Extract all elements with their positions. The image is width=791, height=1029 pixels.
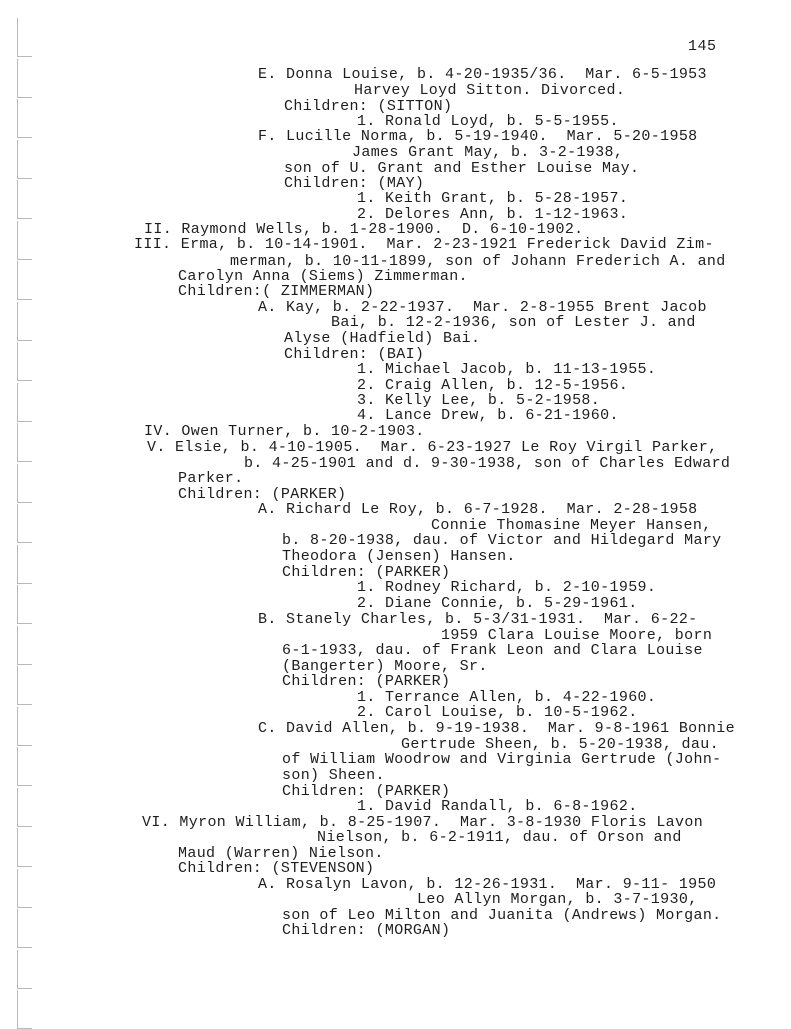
text-line: Children: (MAY): [284, 175, 425, 192]
text-line: 2. Craig Allen, b. 12-5-1956.: [357, 377, 629, 394]
text-line: 4. Lance Drew, b. 6-21-1960.: [357, 407, 619, 424]
text-line: A. Richard Le Roy, b. 6-7-1928. Mar. 2-28-1958: [258, 501, 698, 518]
text-line: Parker.: [178, 470, 244, 487]
text-line: Carolyn Anna (Siems) Zimmerman.: [178, 268, 468, 285]
text-line: Theodora (Jensen) Hansen.: [282, 548, 516, 565]
page-number: 145: [688, 38, 717, 55]
text-line: 2. Diane Connie, b. 5-29-1961.: [357, 595, 638, 612]
text-line: (Bangerter) Moore, Sr.: [282, 658, 488, 675]
text-line: Leo Allyn Morgan, b. 3-7-1930,: [417, 891, 698, 908]
text-line: A. Kay, b. 2-22-1937. Mar. 2-8-1955 Brent Jacob: [258, 299, 707, 316]
text-line: of William Woodrow and Virginia Gertrude (John-: [282, 751, 722, 768]
text-line: Children: (MORGAN): [282, 922, 451, 939]
text-line: merman, b. 10-11-1899, son of Johann Frederich A. and: [230, 253, 726, 270]
text-line: F. Lucille Norma, b. 5-19-1940. Mar. 5-20-1958: [258, 128, 698, 145]
text-line: Nielson, b. 6-2-1911, dau. of Orson and: [317, 829, 682, 846]
text-line: 2. Carol Louise, b. 10-5-1962.: [357, 704, 638, 721]
text-line: IV. Owen Turner, b. 10-2-1903.: [144, 423, 425, 440]
text-line: 1. Rodney Richard, b. 2-10-1959.: [357, 579, 657, 596]
text-line: A. Rosalyn Lavon, b. 12-26-1931. Mar. 9-11- 1950: [258, 876, 717, 893]
text-line: Children: (PARKER): [282, 673, 451, 690]
text-line: Children: (SITTON): [284, 98, 453, 115]
text-line: b. 8-20-1938, dau. of Victor and Hildegard Mary: [282, 532, 722, 549]
text-line: Harvey Loyd Sitton. Divorced.: [354, 82, 626, 99]
text-line: son of Leo Milton and Juanita (Andrews) Morgan.: [282, 907, 722, 924]
text-line: V. Elsie, b. 4-10-1905. Mar. 6-23-1927 Le Roy Virgil Parker,: [147, 439, 718, 456]
text-line: 1. David Randall, b. 6-8-1962.: [357, 798, 638, 815]
text-line: Gertrude Sheen, b. 5-20-1938, dau.: [401, 736, 719, 753]
text-line: B. Stanely Charles, b. 5-3/31-1931. Mar. 6-22-: [258, 611, 698, 628]
text-line: 3. Kelly Lee, b. 5-2-1958.: [357, 392, 601, 409]
text-line: Connie Thomasine Meyer Hansen,: [431, 517, 712, 534]
text-line: 2. Delores Ann, b. 1-12-1963.: [357, 206, 629, 223]
text-line: C. David Allen, b. 9-19-1938. Mar. 9-8-1961 Bonnie: [258, 720, 735, 737]
text-line: James Grant May, b. 3-2-1938,: [352, 144, 624, 161]
text-line: II. Raymond Wells, b. 1-28-1900. D. 6-10-1902.: [144, 221, 584, 238]
text-line: 1. Michael Jacob, b. 11-13-1955.: [357, 361, 657, 378]
text-line: VI. Myron William, b. 8-25-1907. Mar. 3-8-1930 Floris Lavon: [142, 814, 704, 831]
text-line: 6-1-1933, dau. of Frank Leon and Clara Louise: [282, 642, 703, 659]
text-line: Children: (BAI): [284, 346, 425, 363]
text-line: son) Sheen.: [282, 767, 385, 784]
text-line: Children: (PARKER): [178, 486, 347, 503]
text-line: 1. Terrance Allen, b. 4-22-1960.: [357, 689, 657, 706]
text-line: E. Donna Louise, b. 4-20-1935/36. Mar. 6-5-1953: [258, 66, 707, 83]
text-line: Children: (STEVENSON): [178, 860, 375, 877]
text-line: Bai, b. 12-2-1936, son of Lester J. and: [331, 314, 696, 331]
text-line: Children:( ZIMMERMAN): [178, 283, 375, 300]
text-line: b. 4-25-1901 and d. 9-30-1938, son of Charles Edward: [244, 455, 731, 472]
text-line: Children: (PARKER): [282, 783, 451, 800]
text-line: Children: (PARKER): [282, 564, 451, 581]
text-line: son of U. Grant and Esther Louise May.: [284, 160, 640, 177]
text-line: III. Erma, b. 10-14-1901. Mar. 2-23-1921 Frederick David Zim-: [134, 236, 714, 253]
text-line: 1. Keith Grant, b. 5-28-1957.: [357, 190, 629, 207]
text-line: 1. Ronald Loyd, b. 5-5-1955.: [357, 113, 619, 130]
text-line: 1959 Clara Louise Moore, born: [441, 627, 713, 644]
text-line: Alyse (Hadfield) Bai.: [284, 330, 481, 347]
text-line: Maud (Warren) Nielson.: [178, 845, 384, 862]
